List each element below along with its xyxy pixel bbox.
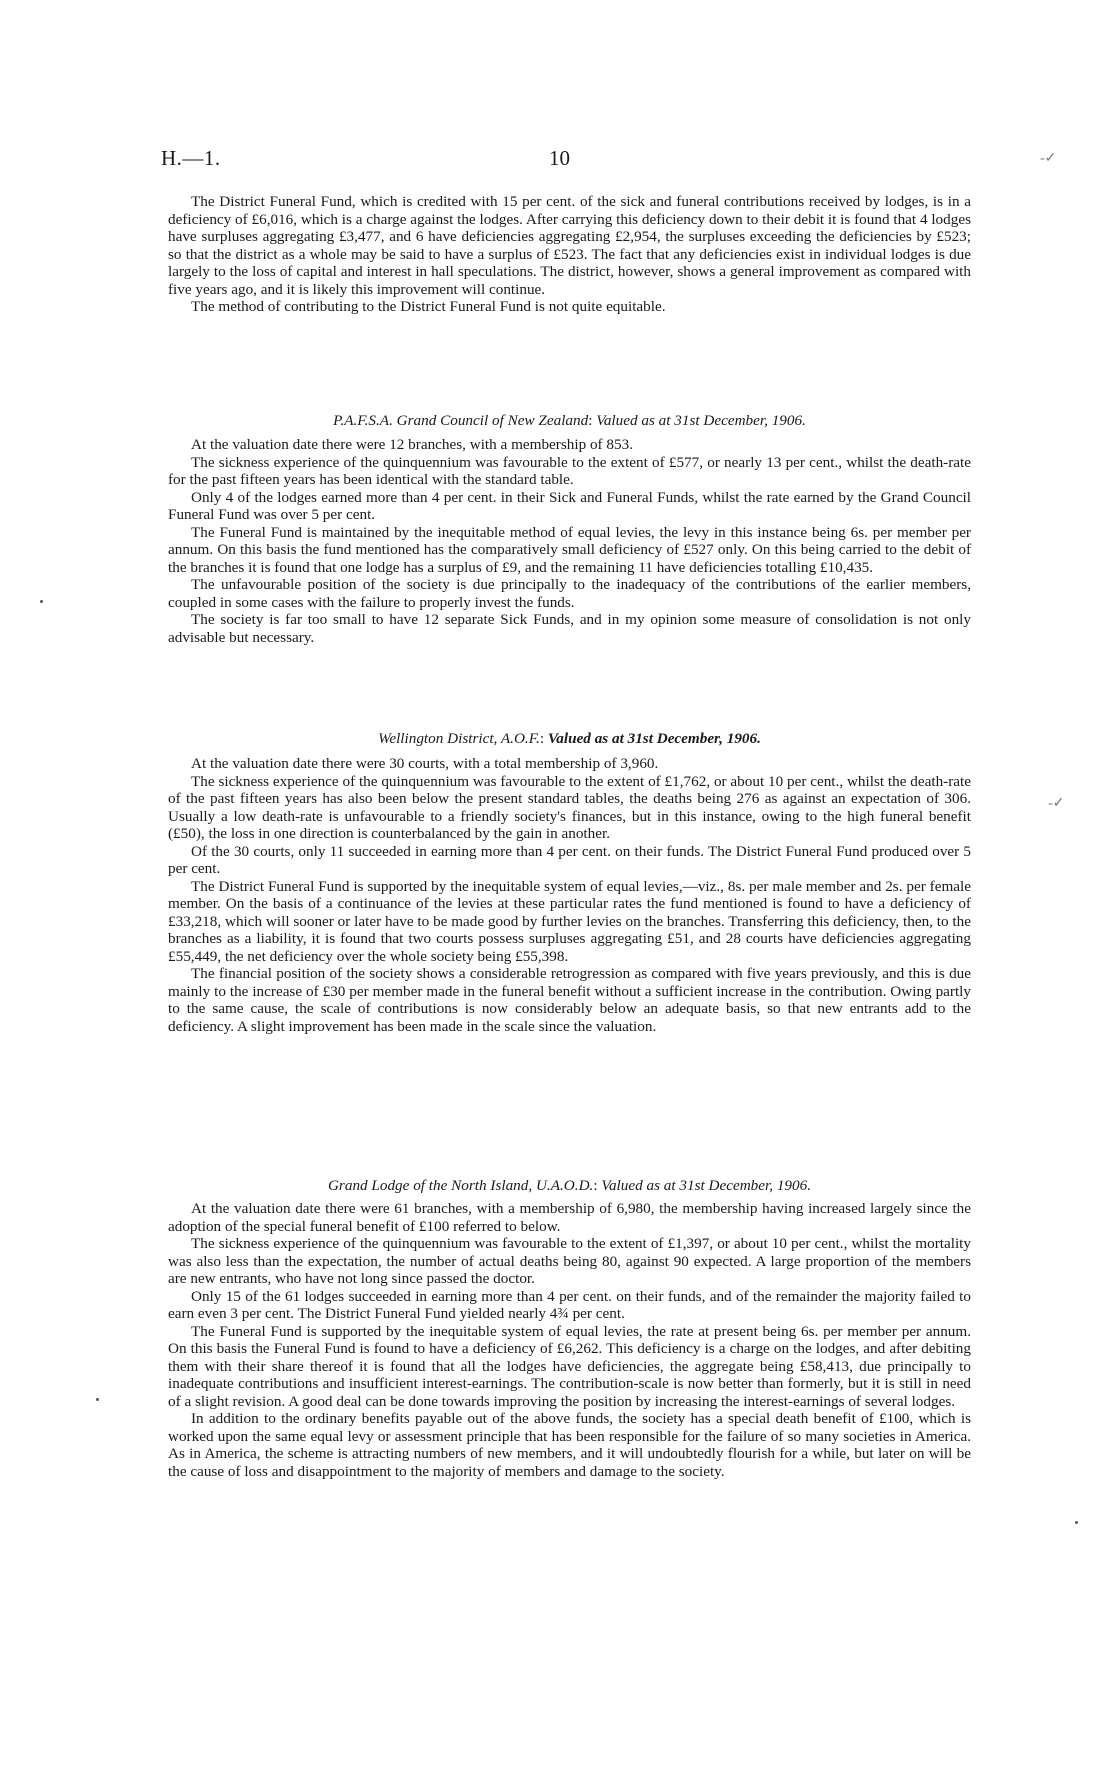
margin-tick-mark: -✓ [1048,796,1065,811]
section-paragraph: The sickness experience of the quinquennium was favourable to the extent of £1,762, or about 10 per cent., whilst the death-rate of the past fifteen years has also been below the present standard tables, the deaths being 276 as against an expectation of 306. Usually a low death-rate is unfavourable to a friendly society's finances, but in this instance, owing to the high funeral benefit (£50), the loss in one direction is counterbalanced by the gain in another. [168,772,971,842]
section-paragraph: At the valuation date there were 30 courts, with a total membership of 3,960. [191,755,659,772]
section-valuation-date: Valued as at 31st December, 1906. [547,730,761,747]
section-body [168,1200,971,1480]
intro-block [168,193,971,316]
section-valuation-date: Valued as at 31st December, 1906. [601,1177,812,1194]
page-number: 10 [549,146,570,170]
heading-separator: : [539,730,545,747]
section-title: P.A.F.S.A. Grand Council of New Zealand [333,412,589,429]
section-paragraph: Of the 30 courts, only 11 succeeded in earning more than 4 per cent. on their funds. The District Funeral Fund produced over 5 per cent. [168,842,971,877]
section-paragraph: The Funeral Fund is supported by the inequitable system of equal levies, the rate at present being 6s. per member per annum. On this basis the Funeral Fund is found to have a deficiency of £6,262. This deficiency is a charge on the lodges, and after debiting them with their share thereof it is found that all the lodges have deficiencies, the aggregate being £58,413, due principally to inadequate contributions and insufficient interest-earnings. The contribution-scale is now better than formerly, but it is still in need of a slight revision. A good deal can be done towards improving the position by increasing the interest-earnings of several lodges. [168,1322,971,1410]
section-paragraph: The District Funeral Fund is supported by the inequitable system of equal levies,—viz., 8s. per male member and 2s. per female member. On the basis of a continuance of the levies at these particular rates the fund mentioned is found to have a deficiency of £33,218, which will sooner or later have to be made good by further levies on the branches. Transferring this deficiency, then, to the branches as a liability, it is found that two courts possess surpluses aggregating £51, and 28 courts have deficiencies aggregating £55,449, the net deficiency over the whole society being £55,398. [168,877,971,965]
intro-paragraph: The method of contributing to the District Funeral Fund is not quite equitable. [191,298,666,315]
section-title: Grand Lodge of the North Island, U.A.O.D. [327,1177,594,1194]
scan-speck [40,600,43,603]
section-paragraph: The sickness experience of the quinquennium was favourable to the extent of £1,397, or about 10 per cent., whilst the mortality was also less than the expectation, the number of actual deaths being 80, against 90 expected. A large proportion of the members are new entrants, who have not long since passed the doctor. [168,1235,971,1287]
section-paragraph: The sickness experience of the quinquennium was favourable to the extent of £577, or nearly 13 per cent., whilst the death-rate for the past fifteen years has been identical with the standard table. [168,453,971,488]
scan-speck [96,1398,99,1401]
section-body [168,755,971,1035]
section-paragraph: Only 4 of the lodges earned more than 4 per cent. in their Sick and Funeral Funds, whilst the rate earned by the Grand Council Funeral Fund was over 5 per cent. [168,488,971,523]
margin-tick-mark: -✓ [1040,151,1057,166]
section-title: Wellington District, A.O.F. [378,730,540,747]
section-paragraph: At the valuation date there were 12 branches, with a membership of 853. [191,436,633,453]
report-reference: H.—1. [161,146,221,170]
scan-speck [1075,1521,1078,1524]
section-paragraph: In addition to the ordinary benefits payable out of the above funds, the society has a special death benefit of £100, which is worked upon the same equal levy or assessment principle that has been responsible for the failure of so many societies in America. As in America, the scheme is attracting numbers of new members, and it will undoubtedly flourish for a while, but later on will be the cause of loss and disappointment to the majority of members and damage to the society. [168,1410,971,1480]
heading-separator: : [588,412,593,429]
intro-paragraph: The District Funeral Fund, which is credited with 15 per cent. of the sick and funeral contributions received by lodges, is in a deficiency of £6,016, which is a charge against the lodges. After carrying this deficiency down to their debit it is found that 4 lodges have surpluses aggregating £3,477, and 6 have deficiencies aggregating £2,954, the surpluses exceeding the deficiencies by £523; so that the district as a whole may be said to have a surplus of £523. The fact that any deficiencies exist in individual lodges is due largely to the loss of capital and interest in hall speculations. The district, however, shows a general improvement as compared with five years ago, and it is likely this improvement will continue. [168,193,971,298]
section-body [168,436,971,646]
section-paragraph: At the valuation date there were 61 branches, with a membership of 6,980, the membership having increased largely since the adoption of the special funeral benefit of £100 referred to below. [168,1200,971,1235]
section-heading [168,412,971,430]
section-paragraph: Only 15 of the 61 lodges succeeded in earning more than 4 per cent. on their funds, and of the remainder the majority failed to earn even 3 per cent. The District Funeral Fund yielded nearly 4¾ per cent. [168,1287,971,1322]
section-heading [168,730,971,748]
section-paragraph: The unfavourable position of the society is due principally to the inadequacy of the contributions of the earlier members, coupled in some cases with the failure to properly invest the funds. [168,576,971,611]
section-paragraph: The Funeral Fund is maintained by the inequitable method of equal levies, the levy in this instance being 6s. per member per annum. On this basis the fund mentioned has the comparatively small deficiency of £527 only. On this being carried to the debit of the branches it is found that one lodge has a surplus of £9, and the remaining 11 have deficiencies totalling £10,435. [168,523,971,576]
section-heading [168,1177,971,1195]
heading-separator: : [593,1177,598,1194]
section-paragraph: The financial position of the society shows a considerable retrogression as compared with five years previously, and this is due mainly to the increase of £30 per member made in the funeral benefit without a sufficient increase in the contribution. Owing partly to the same cause, the scale of contributions is now considerably below an adequate basis, so that new entrants add to the deficiency. A slight improvement has been made in the scale since the valuation. [168,965,971,1035]
section-valuation-date: Valued as at 31st December, 1906. [596,412,806,429]
section-paragraph: The society is far too small to have 12 separate Sick Funds, and in my opinion some measure of consolidation is not only advisable but necessary. [168,611,971,646]
